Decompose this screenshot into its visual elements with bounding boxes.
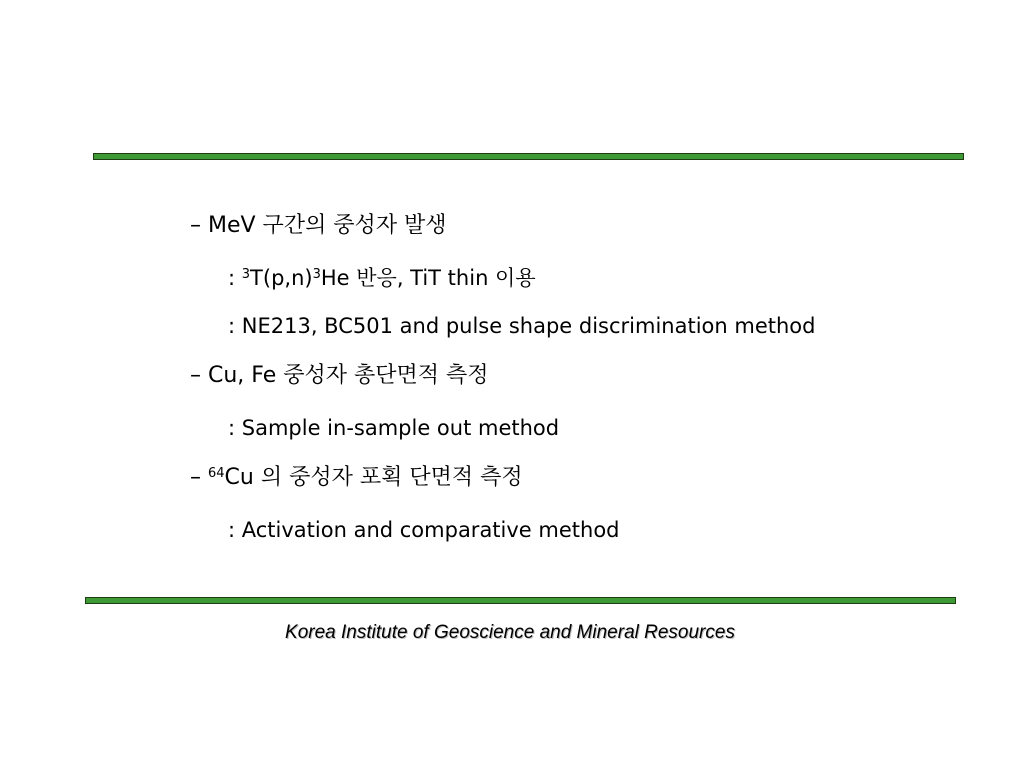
bullet-text: Cu, Fe 중성자 총단면적 측정 (208, 363, 489, 388)
bullet-text: MeV 구간의 중성자 발생 (208, 213, 447, 238)
sub-item-text: Activation and comparative method (241, 518, 620, 542)
sub-item-colon: : (228, 266, 242, 290)
bullet-dash: – (190, 363, 208, 388)
bullet-text: Cu 의 중성자 포획 단면적 측정 (224, 465, 523, 490)
bullet-dash: – (190, 213, 208, 238)
superscript-mass-number: 3 (312, 267, 321, 282)
top-divider (93, 153, 964, 160)
bottom-divider (85, 597, 956, 604)
sub-item-activation-method (228, 520, 620, 541)
superscript-mass-number: 64 (208, 466, 225, 481)
sub-item-colon: : (228, 518, 242, 542)
reaction-text: T(p,n) (250, 266, 313, 290)
bullet-capture-cross-section (190, 467, 523, 489)
footer-institution (0, 622, 1024, 644)
sub-item-text: Sample in-sample out method (241, 416, 560, 440)
footer-text: Korea Institute of Geoscience and Mineral Resources (285, 622, 735, 643)
sub-item-tritium-reaction (228, 268, 536, 289)
sub-item-detectors (228, 316, 815, 337)
bullet-total-cross-section (190, 365, 489, 387)
bullet-mev-neutron-generation (190, 215, 447, 237)
sub-item-text: He 반응, TiT thin 이용 (320, 266, 536, 290)
sub-item-sample-method (228, 418, 559, 439)
superscript-mass-number: 3 (241, 267, 251, 282)
sub-item-colon: : (228, 314, 242, 338)
bullet-dash: – (190, 465, 208, 490)
sub-item-text: NE213, BC501 and pulse shape discrimination method (241, 314, 816, 338)
sub-item-colon: : (228, 416, 242, 440)
